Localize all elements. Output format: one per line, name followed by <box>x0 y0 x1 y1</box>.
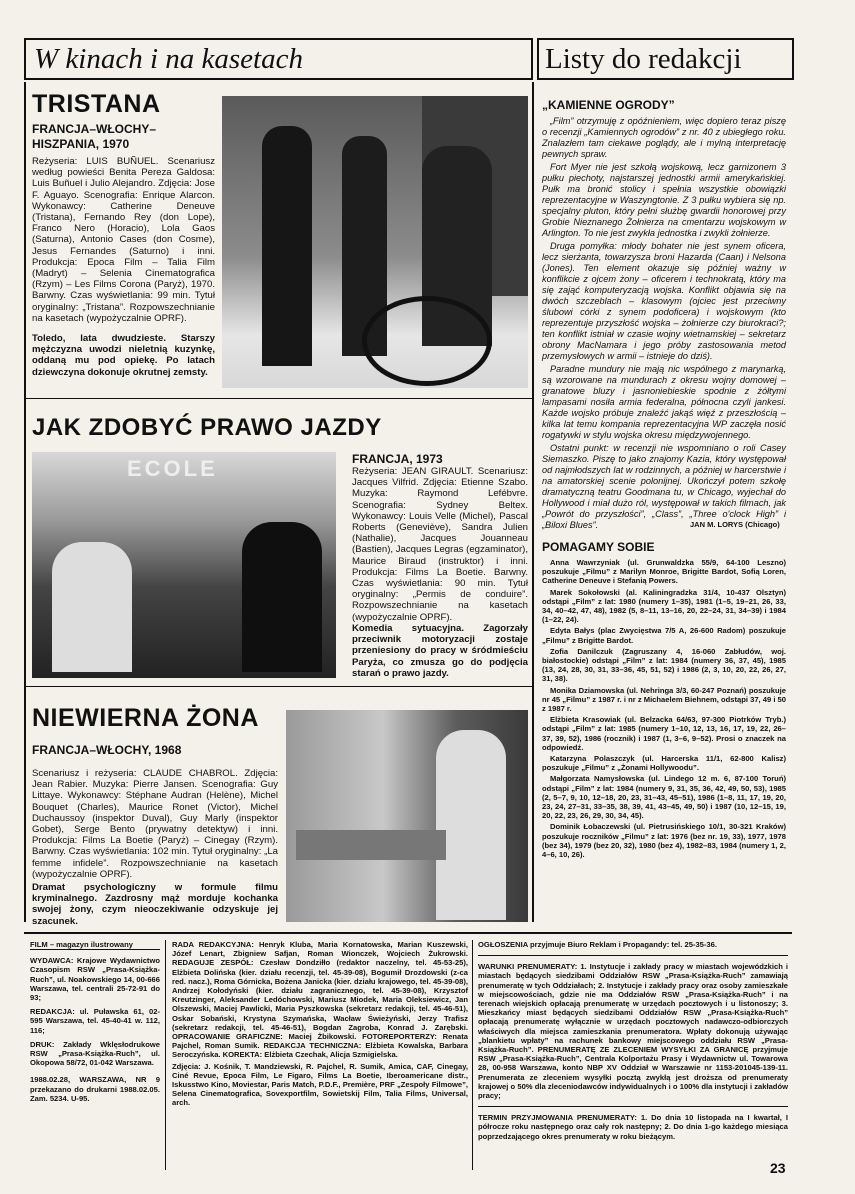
niewierna-title: NIEWIERNA ŻONA <box>32 704 259 732</box>
right-section-header <box>537 38 794 80</box>
tristana-credits: Reżyseria: LUIS BUÑUEL. Scenariusz według powieści Benita Pereza Galdosa: Luis Buñuel i Julio Alejandro. Zdjęcia: Jose F. Aguayo. Scenografia: Enrique Alarcon. Wykonawcy: Catherine Deneuve (Tristana), Fernando Rey (don Lope), Franco Nero (Horacio), Lola Gaos (Saturna), Antonio Cases (don Cosme), Jesus Fernandes (Saturno) i inni. Produkcja: Epoca Film – Talia Film (Madryt) – Selenia Cinematografica (Rzym) – Les Films Corona (Paryż), 1970. Barwny. Czas wyświetlania: 99 min. Tytuł oryginalny: „Tristana”. Rozpowszechnianie na kasetach (wypożyczalnie OPRF). <box>32 156 215 324</box>
photo-credits: Zdjęcia: J. Kośnik, T. Mandziewski, R. Pajchel, R. Sumik, Amica, CAF, Cinegay, Ciné Revue, Epoca Film, Le Figaro, Films La Boetie, Iberoamericane distr., Iskusstwo Kino, Moviestar, Paris Match, P.D.F., Première, PRF „Zespoły Filmowe”, Selena Cinematografica, Sovexportfilm, Sowietskij Film, Talia Films, Universal, arch. <box>172 1061 468 1108</box>
niewierna-synopsis: Dramat psychologiczny w formule filmu kryminalnego. Zazdrosny mąż morduje kochanka swojej żony, czym nieoczekiwanie odzyskuje jej szacunek. <box>32 882 278 927</box>
footer-colophon <box>30 940 160 1105</box>
letter-body <box>542 116 786 533</box>
letter-paragraph: Fort Myer nie jest szkołą wojskową, lecz garnizonem 3 pułku piechoty, najstarszej jednostki armii amerykańskiej. Pułk ma bronić stolicy i spełnia wszystkie obowiązki reprezentacyjne w Waszyngtonie. Z 3 pułku wybiera się np. specjalny pluton, który pełni służbę gwardii honorowej przy Grobie Nieznanego Żołnierza na cmentarzu wojskowym w Arlington. To nie jest zwykła jednostka i zwykli żołnierze. <box>542 162 786 238</box>
pomagamy-entry: Elżbieta Krasowiak (ul. Belzacka 64/63, 97-300 Piotrków Tryb.) odstąpi „Film” z lat: 1985 (numery 1–10, 12, 13, 16, 17, 19, 22, 26–37, 39, 52), 1986 (rocznik) i 1987 (1, 3–6, 9–52). Prosi o znaczek na odpowiedź. <box>542 715 786 752</box>
footer-divider-2 <box>472 940 473 1170</box>
footer-divider-1 <box>165 940 166 1170</box>
right-section-title: Listy do redakcji <box>545 43 742 75</box>
divider-rule-2 <box>24 686 532 687</box>
ogloszenia: OGŁOSZENIA przyjmuje Biuro Reklam i Propagandy: tel. 25-35-36. <box>478 940 788 956</box>
page-number: 23 <box>770 1160 786 1176</box>
pomagamy-entry: Katarzyna Polaszczyk (ul. Harcerska 11/1, 62-800 Kalisz) poszukuje „Filmu” z „Żonami Hollywoodu”. <box>542 754 786 773</box>
pomagamy-entry: Anna Wawrzyniak (ul. Grunwaldzka 55/9, 64-100 Leszno) poszukuje „Filmu” z Marilyn Monroe, Brigitte Bardot, Sofią Loren, Catherine Deneuve i Stefanią Powers. <box>542 558 786 586</box>
pomagamy-entry: Małgorzata Namysłowska (ul. Lindego 12 m. 6, 87-100 Toruń) odstąpi „Film” z lat: 1984 (numery 9, 31, 35, 36, 42, 49, 50, 53), 1985 (2, 5–7, 9, 10, 12–18, 20, 23, 31–43, 45–51), 1986 (1–8, 11, 17, 19, 20, 23, 24, 27–31, 33–35, 38, 39, 41, 43–45, 49, 50) i 1987 (10, 12–15, 19, 20, 22, 23, 26, 29, 30, 34, 45). <box>542 774 786 821</box>
niewierna-photo <box>286 710 528 922</box>
ecole-sign: ECOLE <box>127 456 218 481</box>
rada-redakcyjna: RADA REDAKCYJNA: Henryk Kluba, Maria Kornatowska, Marian Kuszewski, Józef Lenart, Zbigniew Safjan, Roman Wionczek, Wojciech Żukrowski. REDAGUJE ZESPÓŁ: Czesław Dondziłło (redaktor naczelny, tel. 45-53-25), Elżbieta Dolińska (kier. działu recenzji, tel. 45-39-08), Bogumił Drozdowski (z-ca red. nacz.), Roma Górnicka, Bożena Janicka (kier. działu krajowego, tel. 45-39-08), Andrzej Kołodyński (kier. działu zagranicznego, tel. 45-39-08), Krzysztof Kreutzinger, Aleksander Ledóchowski, Mariusz Miodek, Maria Oleksiewicz, Jan Olszewski, Maciej Pawlicki, Maria Pyszkowska (sekretarz redakcji, tel. 45-46-51), Oskar Sobański, Krystyna Szymańska, Wacław Świeżyński, Jerzy Trafisz (sekretarz redakcji, tel. 45-46-51), Bogdan Zagroba, Konrad J. Zarębski. OPRACOWANIE GRAFICZNE: Maciej Żbikowski. FOTOREPORTERZY: Renata Pajchel, Roman Sumik. REDAKCJA TECHNICZNA: Elżbieta Kowalska, Barbara Seroczyńska. KOREKTA: Elżbieta Czechak, Alicja Szmigielska. <box>172 940 468 1060</box>
tristana-photo <box>222 96 528 388</box>
pomagamy-entries <box>542 558 786 861</box>
divider-rule <box>24 398 532 399</box>
prawo-jazdy-credits: Reżyseria: JEAN GIRAULT. Scenariusz: Jacques Vilfrid. Zdjęcia: Etienne Szabo. Muzyka: Raymond Lefébvre. Scenografia: Sydney Beltex. Wykonawcy: Louis Velle (Michel), Pascal Roberts (Geneviève), Sandra Julien (Nathalie), Jacques Jouanneau (Bastien), Jacques Legras (egzaminator), Maurice Biraud (instruktor) i inni. Produkcja: Films La Boetie. Barwny. Czas wyświetlania: 90 min. Tytuł oryginalny: „Permis de conduire”. Rozpowszechnianie na kasetach (wypożyczalnie OPRF). <box>352 466 528 623</box>
left-section-title: W kinach i na kasetach <box>34 43 303 75</box>
imprint: 1988.02.28, WARSZAWA, NR 9 przekazano do drukarni 1988.02.05. Zam. 5234. U-95. <box>30 1075 160 1103</box>
tristana-title: TRISTANA <box>32 90 161 118</box>
footer-subscription <box>478 940 788 1143</box>
letter-paragraph: „Film” otrzymuję z opóźnieniem, więc dopiero teraz piszę o recenzji „Kamiennych ogrodów” z nr. 40 z ubiegłego roku. Znalazłem tam ciekawe poglądy, ale i mylną interpretację pewnych spraw. <box>542 116 786 159</box>
footer-staff <box>172 940 468 1110</box>
niewierna-credits: Scenariusz i reżyseria: CLAUDE CHABROL. Zdjęcia: Jean Rabier. Muzyka: Pierre Jansen. Scenografia: Guy Littaye. Wykonawcy: Stéphane Audran (Helène), Michel Bouquet (Charles), Maurice Ronet (Victor), Michel Duchaussoy (inspektor Duval), Guy Marly (inspektor Gobet), Serge Bento (prywatny detektyw) i inni. Produkcja: Films La Boetie (Paryż) – Cinegay (Rzym). Barwny. Czas wyświetlania: 102 min. Tytuł oryginalny: „La femme infidele”. Rozpowszechnianie na kasetach (wypożyczalnie OPRF). <box>32 768 278 880</box>
tristana-origin-1: FRANCJA–WŁOCHY– <box>32 122 157 136</box>
left-section-header <box>24 38 533 80</box>
druk: DRUK: Zakłady Wklęsłodrukowe RSW „Prasa-Książka-Ruch”, ul. Okopowa 58/72, 01-042 Warszawa. <box>30 1039 160 1068</box>
tristana-synopsis: Toledo, lata dwudzieste. Starszy mężczyzna uwodzi nieletnią kuzynkę, oddaną mu pod opiekę. Po latach dziewczyna dokonuje okrutnej zemsty. <box>32 333 215 378</box>
prawo-jazdy-synopsis: Komedia sytuacyjna. Zagorzały przeciwnik motoryzacji zostaje przeniesiony do pracy w śródmieściu Paryża, co zmusza go do podjęcia starań o prawo jazdy. <box>352 623 528 679</box>
wydawca: WYDAWCA: Krajowe Wydawnictwo Czasopism RSW „Prasa-Książka-Ruch”, ul. Noakowskiego 14, 00-666 Warszawa, tel. centrali 25-72-91 do 93; <box>30 956 160 1003</box>
warunki-prenumeraty: WARUNKI PRENUMERATY: 1. Instytucje i zakłady pracy w miastach wojewódzkich i miastach będących siedzibami Oddziałów RSW „Prasa-Książka-Ruch” zamawiają prenumeratę w tych Oddziałach; 2. Instytucje i zakłady pracy oraz osoby zamieszkałe w miejscowościach, gdzie nie ma Oddziałów RSW „Prasa-Książka-Ruch” i na terenach wiejskich opłacają prenumeratę w urzędach pocztowych i u listonoszy; 3. Mieszkańcy miast będących siedzibami Oddziałów RSW „Prasa-Książka-Ruch” opłacają prenumeratę wyłącznie w urzędach pocztowych nadawczo-odbiorczych właściwych dla miejsca zamieszkania prenumeratora. Wpłaty dokonują używając „blankietu wpłaty” na rachunek bankowy miejscowego oddziału RSW „Prasa-Książka-Ruch”. PRENUMERATĘ ZE ZLECENIEM WYSYŁKI ZA GRANICĘ przyjmuje RSW „Prasa-Książka-Ruch”, Centrala Kolportażu Prasy i Wydawnictw ul. Towarowa 28, 00-958 Warszawa, konto NBP XV Oddział w Warszawie nr 1153-201045-139-11. Prenumerata ze zleceniem wysyłki pocztą zwykłą jest droższa od prenumeraty krajowej o 50% dla zleceniodawców indywidualnych i o 100% dla instytucji i zakładów pracy; <box>478 962 788 1107</box>
letter-title: „KAMIENNE OGRODY” <box>542 98 675 112</box>
prawo-jazdy-origin: FRANCJA, 1973 <box>352 452 443 466</box>
pomagamy-entry: Zofia Danilczuk (Zagruszany 4, 16-060 Zabłudów, woj. białostockie) odstąpi „Film” z lat: 1984 (numery 36, 37, 45), 1985 (13, 24, 28, 30, 31, 33–36, 45, 51, 52) i 1986 (2, 3, 10, 20, 22, 26, 27, 31, 38). <box>542 646 786 684</box>
letter-signature: JAN M. LORYS (Chicago) <box>690 520 780 529</box>
pomagamy-title: POMAGAMY SOBIE <box>542 540 655 554</box>
redakcja-address: REDAKCJA: ul. Puławska 61, 02-595 Warszawa, tel. 45-40-41 w. 112, 116; <box>30 1007 160 1035</box>
letter-paragraph: Paradne mundury nie mają nic wspólnego z marynarką, są wzorowane na mundurach z okresu wojny domowej – granatowe bluzy i jasnoniebieskie spodnie z żółtymi lampasami nosiła armia federalna, północna czyli jankesi. Każde wojsko próbuje znaleźć jakąś więź z przeszłością – kilka lat temu kompania reprezentacyjna WP zaczęła nosić rogatywki w stylu wojska okresu międzywojennego. <box>542 364 786 440</box>
tristana-origin-2: HISZPANIA, 1970 <box>32 137 130 151</box>
film-label: FILM – magazyn ilustrowany <box>30 940 160 950</box>
niewierna-origin: FRANCJA–WŁOCHY, 1968 <box>32 743 182 757</box>
footer-top-rule <box>24 932 792 934</box>
pomagamy-entry: Marek Sokołowski (al. Kaliningradzka 31/4, 10-437 Olsztyn) odstąpi „Film” z lat: 1980 (numery 1–35), 1981 (1–5, 19–21, 26, 33, 34, 40–42, 47, 48), 1982 (5, 8–11, 13–16, 20, 22–24, 31, 34–39) i 1984 (1–22, 24). <box>542 587 786 625</box>
letter-paragraph: Ostatni punkt: w recenzji nie wspomniano o roli Casey Siemaszko. Piszę to jako znajomy Kazia, który występował od najmłodszych lat w rodzinnych, a później w harcerstwie i na amatorskiej scenie polonijnej. Ukończył potem szkołę dramatyczną teatru Goodmana tu, w Chicago, wyjechał do Hollywood i miał dużo ról, występował w takich filmach, jak „Powrót do przyszłości”, „Class”, „Three o'clock High” i „Biloxi Blues”. <box>542 443 786 530</box>
left-edge-rule <box>24 82 26 922</box>
prawo-jazdy-title: JAK ZDOBYĆ PRAWO JAZDY <box>32 414 382 441</box>
pomagamy-entry: Dominik Łobaczewski (ul. Pietrusińskiego 10/1, 30-321 Kraków) poszukuje roczników „Filmu” z lat: 1976 (bez nr. 19, 33), 1977, 1978 (bez 34), 1979 (bez 20, 32), 1980 (bez 4), 1982–83, 1984 (numery 1, 2, 4–6, 10, 26). <box>542 822 786 860</box>
column-divider <box>532 82 534 922</box>
termin-prenumeraty: TERMIN PRZYJMOWANIA PRENUMERATY: 1. Do dnia 10 listopada na I kwartał, I półrocze roku następnego oraz cały rok następny; 2. Do dnia 1-go każdego miesiąca poprzedzającego okres prenumeraty w roku bieżącym. <box>478 1113 788 1141</box>
letter-paragraph: Druga pomyłka: młody bohater nie jest synem oficera, lecz sierżanta, towarzysza broni Hazarda (Caan) i Nelsona (Jones). Ten element okazuje się później ważny w konflikcie z ojcem żony – oficerem i technokratą, który ma się zająć komputeryzacją wojska. Konflikt objawia się na dwóch szczeblach – klasowym (ojciec jest przeciwny ślubowi córki z synem podoficera) i wojskowym (kto reprezentuje przyszłość wojska – żołnierze czy biurokraci?; ten konflikt istniał w czasie wojny wietnamskiej – sekretarz obrony MacNamara i jego próby zastosowania metod przemysłowych w armii – istnieje do dziś). <box>542 241 786 361</box>
pomagamy-entry: Monika Dziamowska (ul. Nehringa 3/3, 60-247 Poznań) poszukuje nr 45 „Filmu” z 1987 r. i nr z Michaelem Biehnem, odstąpi 37, 49 i 50 z 1987 r. <box>542 685 786 714</box>
pomagamy-entry: Edyta Bałys (plac Zwycięstwa 7/5 A, 26-600 Radom) poszukuje „Filmu” z Brigitte Bardot. <box>542 626 786 645</box>
prawo-jazdy-photo <box>32 452 336 678</box>
